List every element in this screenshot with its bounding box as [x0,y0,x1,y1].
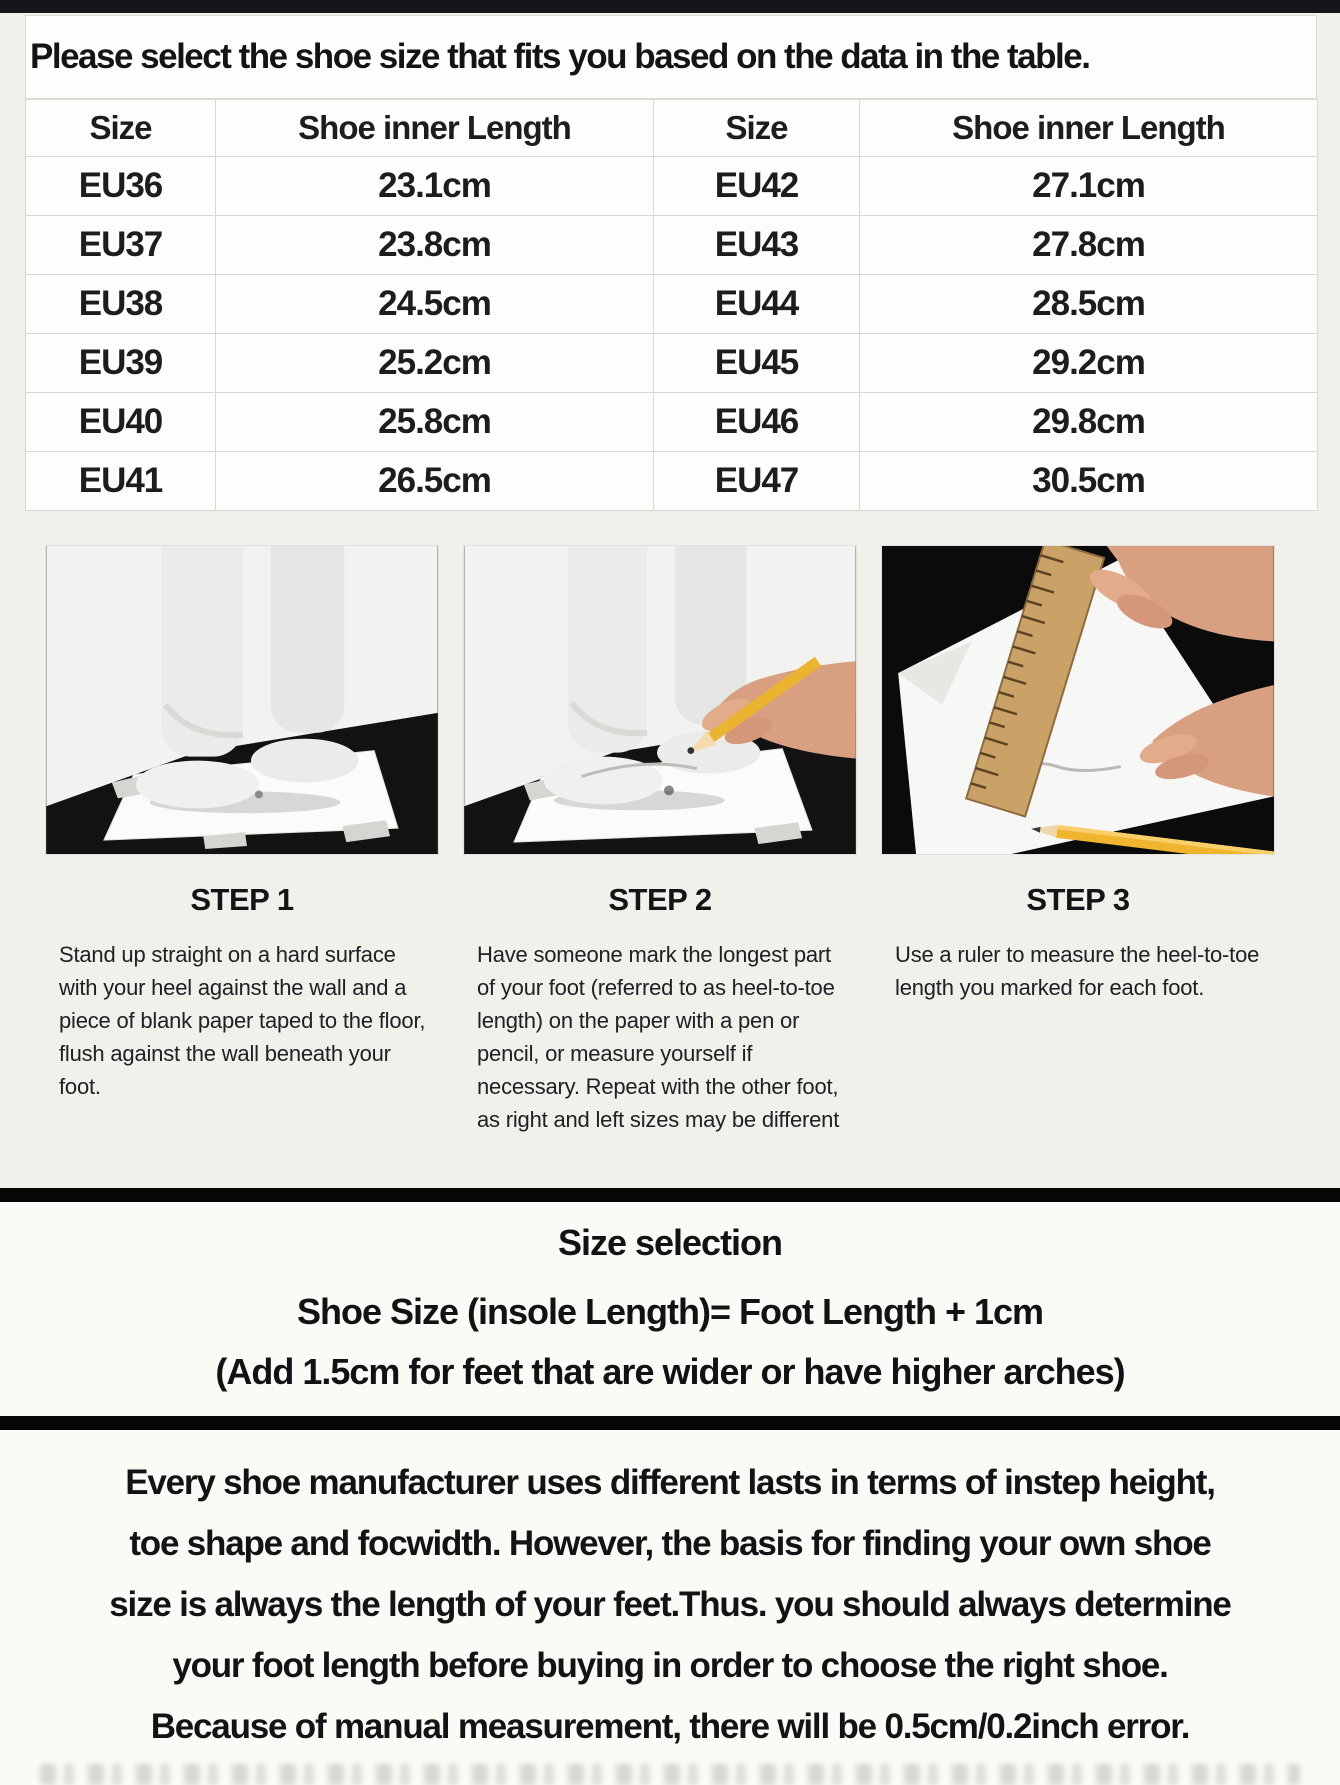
length-cell: 27.8cm [860,216,1318,275]
step2-label: STEP 2 [608,882,712,917]
length-cell: 29.2cm [860,334,1318,393]
size-cell: EU40 [26,393,216,452]
footer-line: your foot length before buying in order to choose the right shoe. [172,1646,1168,1685]
size-cell: EU43 [654,216,860,275]
instruction-photos-row [45,545,1275,855]
size-cell: EU47 [654,452,860,511]
step-descriptions-row [45,938,1275,1136]
size-cell: EU46 [654,393,860,452]
length-cell: 30.5cm [860,452,1318,511]
measuring-with-ruler-photo [881,545,1275,855]
column-header-size: Size [26,100,216,157]
black-divider-bar [0,1188,1340,1202]
size-cell: EU42 [654,157,860,216]
feet-on-paper-photo [45,545,439,855]
column-header-inner-length: Shoe inner Length [216,100,654,157]
size-selection-note: (Add 1.5cm for feet that are wider or have higher arches) [215,1351,1125,1392]
top-dark-bar [0,0,1340,13]
length-cell: 28.5cm [860,275,1318,334]
size-table [25,99,1318,511]
length-cell: 29.8cm [860,393,1318,452]
step-labels-row [45,882,1275,918]
size-table-header-row [26,100,1318,157]
size-cell: EU38 [26,275,216,334]
step2-description: Have someone mark the longest part of your foot (referred to as heel-to-toe length) on the paper with a pen or pencil, or measure yourself if necessary. Repeat with the other foot, as right and left sizes may be different [477,942,840,1132]
step3-label: STEP 3 [1026,882,1130,917]
size-selection-heading: Size selection [557,1222,783,1263]
length-cell: 24.5cm [216,275,654,334]
footer-line: Every shoe manufacturer uses different lasts in terms of instep height, [125,1463,1215,1502]
faded-cutoff-text [40,1764,1300,1785]
marking-foot-with-pencil-photo [463,545,857,855]
length-cell: 23.1cm [216,157,654,216]
table-row [26,275,1318,334]
size-selection-formula: Shoe Size (insole Length)= Foot Length + 1cm [296,1291,1044,1332]
column-header-inner-length: Shoe inner Length [860,100,1318,157]
size-cell: EU39 [26,334,216,393]
length-cell: 26.5cm [216,452,654,511]
table-row [26,216,1318,275]
length-cell: 25.2cm [216,334,654,393]
size-cell: EU36 [26,157,216,216]
table-row [26,393,1318,452]
size-chart-title: Please select the shoe size that fits you based on the data in the table. [30,37,1090,76]
table-row [26,334,1318,393]
table-row [26,157,1318,216]
step3-description: Use a ruler to measure the heel-to-toe length you marked for each foot. [895,942,1260,1000]
footer-paragraph [0,1452,1340,1757]
column-header-size: Size [654,100,860,157]
footer-line: toe shape and focwidth. However, the basis for finding your own shoe [129,1524,1211,1563]
size-cell: EU45 [654,334,860,393]
size-cell: EU37 [26,216,216,275]
step1-label: STEP 1 [190,882,294,917]
size-cell: EU41 [26,452,216,511]
size-chart-title-row [25,15,1317,99]
step1-description: Stand up straight on a hard surface with your heel against the wall and a piece of blank paper taped to the floor, flush against the wall beneath your foot. [59,942,426,1099]
footer-line: Because of manual measurement, there will be 0.5cm/0.2inch error. [150,1707,1190,1746]
footer-line: size is always the length of your feet.Thus. you should always determine [109,1585,1231,1624]
black-divider-bar [0,1416,1340,1430]
length-cell: 27.1cm [860,157,1318,216]
table-row [26,452,1318,511]
size-chart-card [25,15,1317,511]
length-cell: 25.8cm [216,393,654,452]
length-cell: 23.8cm [216,216,654,275]
size-cell: EU44 [654,275,860,334]
